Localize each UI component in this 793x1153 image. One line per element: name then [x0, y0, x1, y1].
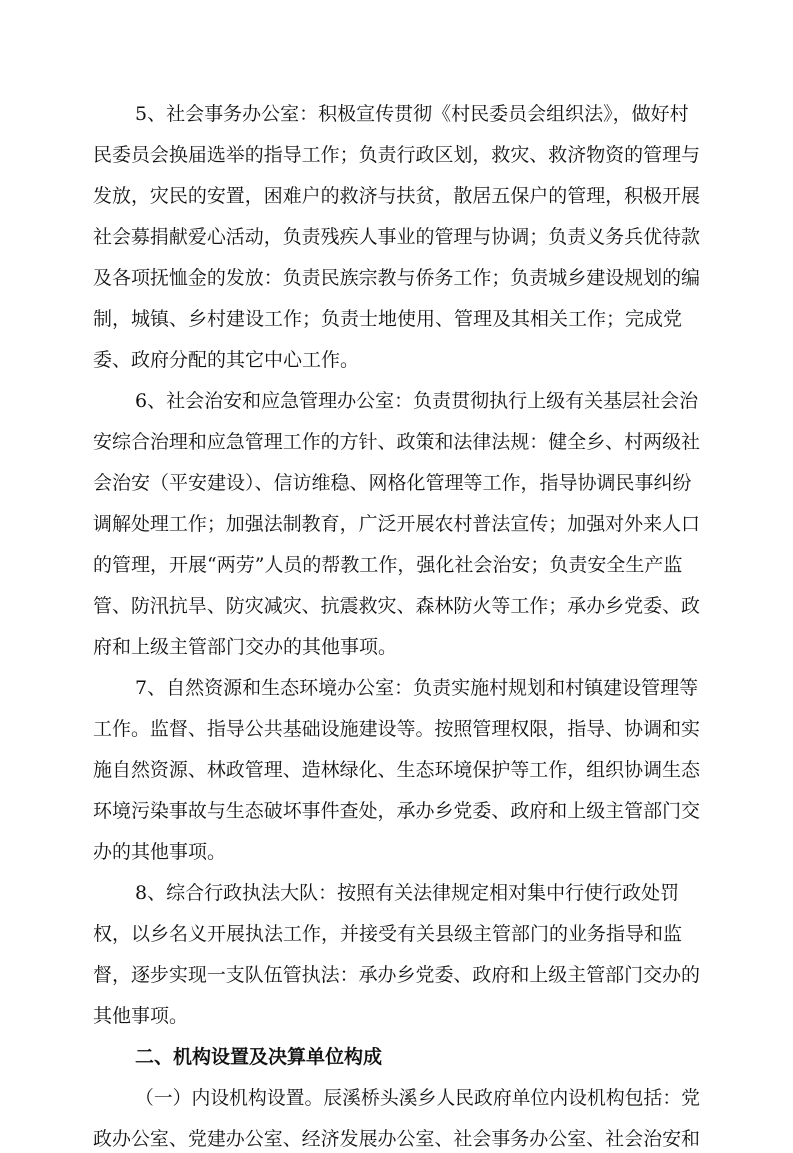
section-heading: 二、机构设置及决算单位构成 [135, 1046, 383, 1068]
text-line: 其他事项。 [93, 1005, 189, 1027]
text-line: 7、自然资源和生态环境办公室：负责实施村规划和村镇建设管理等 [135, 677, 699, 699]
text-line: 委、政府分配的其它中心工作。 [93, 349, 360, 371]
text-line: 发放，灾民的安置，困难户的救济与扶贫，散居五保户的管理，积极开展 [93, 185, 701, 207]
text-line: 制，城镇、乡村建设工作；负责士地使用、管理及其相关工作；完成党 [93, 308, 683, 330]
text-line: 环境污染事故与生态破坏事件查处，承办乡党委、政府和上级主管部门交 [93, 800, 701, 822]
text-line: 工作。监督、指导公共基础设施建设等。按照管理权限，指导、协调和实 [93, 718, 701, 740]
text-line: 会治安（平安建设）、信访维稳、网格化管理等工作，指导协调民事纠纷 [93, 472, 692, 494]
text-line: 8、综合行政执法大队：按照有关法律规定相对集中行使行政处罚 [135, 882, 680, 904]
text-line: 调解处理工作；加强法制教育，广泛开展农村普法宣传；加强对外来人口 [93, 513, 701, 535]
text-line: 权，以乡名义开展执法工作，并接受有关县级主管部门的业务指导和监 [93, 923, 683, 945]
text-line: 施自然资源、林政管理、造林绿化、生态环境保护等工作，组织协调生态 [93, 759, 701, 781]
text-line: 安综合治理和应急管理工作的方针、政策和法律法规：健全乡、村两级社 [93, 431, 701, 453]
text-line: 6、社会治安和应急管理办公室：负责贯彻执行上级有关基层社会治 [135, 390, 699, 412]
text-line: 办的其他事项。 [93, 841, 227, 863]
text-line: 政办公室、党建办公室、经济发展办公室、社会事务办公室、社会治安和 [93, 1128, 701, 1150]
text-line: （一）内设机构设置。辰溪桥头溪乡人民政府单位内设机构包括：党 [135, 1087, 700, 1109]
text-line: 民委员会换届选举的指导工作；负责行政区划，救灾、救济物资的管理与 [93, 144, 701, 166]
text-line: 府和上级主管部门交办的其他事项。 [93, 636, 398, 658]
text-line: 社会募捐献爱心活动，负责残疾人事业的管理与协调；负责义务兵优待款 [93, 226, 701, 248]
text-line: 督，逐步实现一支队伍管执法：承办乡党委、政府和上级主管部门交办的 [93, 964, 701, 986]
text-line: 及各项抚恤金的发放：负责民族宗教与侨务工作；负责城乡建设规划的编 [93, 267, 701, 289]
text-line: 管、防汛抗旱、防灾减灾、抗震救灾、森林防火等工作；承办乡党委、政 [93, 595, 701, 617]
text-line: 5、社会事务办公室：积极宣传贯彻《村民委员会组织法》，做好村 [135, 103, 689, 125]
text-line: 的管理，开展“两劳”人员的帮教工作，强化社会治安；负责安全生产监 [93, 554, 683, 576]
